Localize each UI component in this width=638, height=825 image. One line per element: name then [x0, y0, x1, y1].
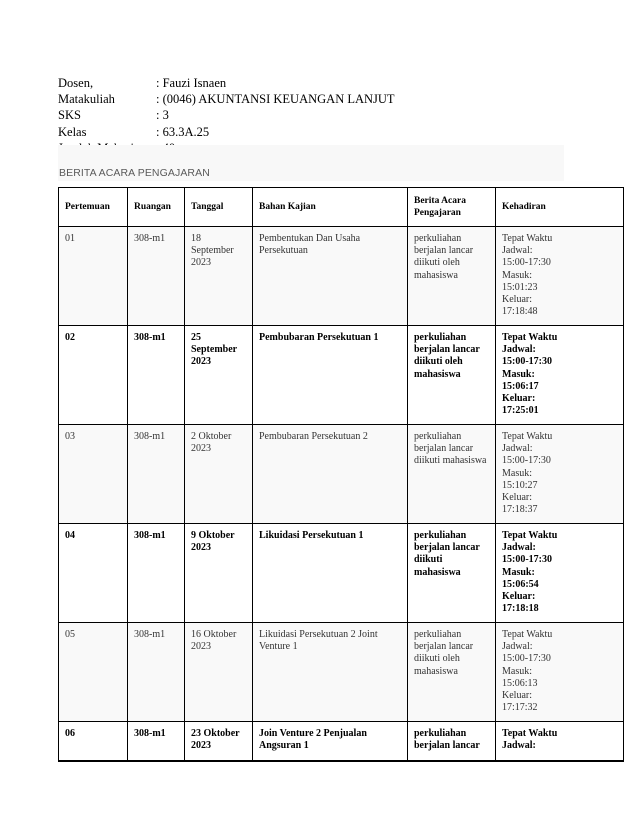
table-row	[59, 722, 624, 762]
kehadiran-line: Tepat Waktu	[502, 530, 558, 541]
cell-ruangan: 308-m1	[128, 524, 185, 623]
info-value: : Fauzi Isnaen	[156, 76, 227, 90]
cell-bahan-kajian: Join Venture 2 Penjualan Angsuran 1	[253, 722, 408, 762]
kehadiran-line: Keluar:	[502, 690, 532, 702]
cell-tanggal: 23 Oktober 2023	[185, 722, 253, 762]
kehadiran-line: 15:00-17:30	[502, 455, 551, 467]
kehadiran-line: Masuk:	[502, 467, 532, 479]
kehadiran-line: Jadwal:	[502, 443, 533, 455]
table-row	[59, 227, 624, 326]
cell-tanggal: 2 Oktober 2023	[185, 425, 253, 524]
table-row	[59, 623, 624, 722]
cell-bahan-kajian: Pembentukan Dan Usaha Persekutuan	[253, 227, 408, 326]
kehadiran-line: Masuk:	[502, 269, 532, 281]
kehadiran-line: Keluar:	[502, 393, 536, 405]
teaching-report-table	[58, 187, 624, 762]
cell-ruangan: 308-m1	[128, 326, 185, 425]
kehadiran-line: Tepat Waktu	[502, 431, 553, 442]
kehadiran-line: 15:06:54	[502, 578, 539, 590]
info-row-dosen	[58, 75, 395, 91]
cell-berita-acara: perkuliahan berjalan lancar	[408, 722, 496, 762]
header-tanggal: Tanggal	[185, 188, 253, 227]
cell-pertemuan: 01	[59, 227, 128, 326]
kehadiran-line: Keluar:	[502, 492, 532, 504]
kehadiran-line: 15:00-17:30	[502, 257, 551, 269]
cell-berita-acara: perkuliahan berjalan lancar diikuti mahasiswa	[408, 425, 496, 524]
header-berita-acara: Berita Acara Pengajaran	[408, 188, 496, 227]
cell-ruangan: 308-m1	[128, 722, 185, 762]
kehadiran-line: Keluar:	[502, 591, 536, 603]
table-body	[59, 227, 624, 762]
table-row	[59, 326, 624, 425]
cell-kehadiran	[496, 524, 624, 623]
cell-pertemuan: 05	[59, 623, 128, 722]
info-label: Dosen,	[58, 76, 94, 90]
kehadiran-line: Masuk:	[502, 665, 532, 677]
info-label: Kelas	[58, 124, 87, 139]
kehadiran-line: 15:06:13	[502, 677, 538, 689]
cell-tanggal: 9 Oktober 2023	[185, 524, 253, 623]
cell-bahan-kajian: Pembubaran Persekutuan 2	[253, 425, 408, 524]
cell-ruangan: 308-m1	[128, 227, 185, 326]
section-title: BERITA ACARA PENGAJARAN	[59, 167, 210, 179]
cell-tanggal: 25 September 2023	[185, 326, 253, 425]
info-row-matakuliah	[58, 91, 395, 107]
cell-pertemuan: 06	[59, 722, 128, 762]
course-info	[58, 75, 395, 156]
cell-kehadiran	[496, 326, 624, 425]
info-value: : 63.3A.25	[156, 124, 210, 139]
kehadiran-line: 15:00-17:30	[502, 653, 551, 665]
kehadiran-line: Jadwal:	[502, 641, 533, 653]
kehadiran-line: Jadwal:	[502, 245, 533, 257]
info-value: : 3	[156, 108, 169, 123]
table-row	[59, 425, 624, 524]
cell-ruangan: 308-m1	[128, 425, 185, 524]
cell-kehadiran	[496, 623, 624, 722]
kehadiran-line: Tepat Waktu	[502, 233, 553, 244]
cell-pertemuan: 02	[59, 326, 128, 425]
kehadiran-line: Jadwal:	[502, 542, 536, 554]
kehadiran-line: 17:18:18	[502, 603, 539, 615]
kehadiran-line: Jadwal:	[502, 740, 536, 752]
cell-tanggal: 16 Oktober 2023	[185, 623, 253, 722]
kehadiran-line: Masuk:	[502, 368, 535, 380]
kehadiran-line: 15:01:23	[502, 281, 538, 293]
cell-bahan-kajian: Likuidasi Persekutuan 2 Joint Venture 1	[253, 623, 408, 722]
kehadiran-line: 17:18:48	[502, 306, 538, 318]
cell-bahan-kajian: Pembubaran Persekutuan 1	[253, 326, 408, 425]
cell-kehadiran	[496, 425, 624, 524]
cell-tanggal: 18 September 2023	[185, 227, 253, 326]
cell-pertemuan: 04	[59, 524, 128, 623]
table-header-row	[59, 188, 624, 227]
info-label: SKS	[58, 108, 81, 123]
cell-berita-acara: perkuliahan berjalan lancar diikuti oleh mahasiswa	[408, 623, 496, 722]
kehadiran-line: 15:00-17:30	[502, 554, 552, 566]
header-ruangan: Ruangan	[128, 188, 185, 227]
kehadiran-line: Keluar:	[502, 294, 532, 306]
header-pertemuan: Pertemuan	[59, 188, 128, 227]
kehadiran-line: 17:17:32	[502, 702, 538, 714]
kehadiran-line: 15:06:17	[502, 380, 539, 392]
info-value: : (0046) AKUNTANSI KEUANGAN LANJUT	[156, 92, 395, 107]
kehadiran-line: 17:18:37	[502, 504, 538, 516]
cell-berita-acara: perkuliahan berjalan lancar diikuti oleh mahasiswa	[408, 227, 496, 326]
info-row-sks	[58, 107, 395, 123]
kehadiran-line: Tepat Waktu	[502, 728, 558, 739]
kehadiran-line: 17:25:01	[502, 405, 539, 417]
cell-berita-acara: perkuliahan berjalan lancar diikuti oleh mahasiswa	[408, 326, 496, 425]
cell-berita-acara: perkuliahan berjalan lancar diikuti mahasiswa	[408, 524, 496, 623]
header-bahan-kajian: Bahan Kajian	[253, 188, 408, 227]
kehadiran-line: 15:10:27	[502, 479, 538, 491]
kehadiran-line: Tepat Waktu	[502, 629, 553, 640]
cell-pertemuan: 03	[59, 425, 128, 524]
kehadiran-line: Tepat Waktu	[502, 332, 558, 343]
cell-ruangan: 308-m1	[128, 623, 185, 722]
table-row	[59, 524, 624, 623]
info-label: Matakuliah	[58, 92, 115, 107]
cell-bahan-kajian: Likuidasi Persekutuan 1	[253, 524, 408, 623]
cell-kehadiran	[496, 227, 624, 326]
kehadiran-line: Masuk:	[502, 566, 535, 578]
header-kehadiran: Kehadiran	[496, 188, 624, 227]
kehadiran-line: Jadwal:	[502, 344, 536, 356]
info-row-kelas	[58, 124, 395, 140]
kehadiran-line: 15:00-17:30	[502, 356, 552, 368]
cell-kehadiran	[496, 722, 624, 762]
